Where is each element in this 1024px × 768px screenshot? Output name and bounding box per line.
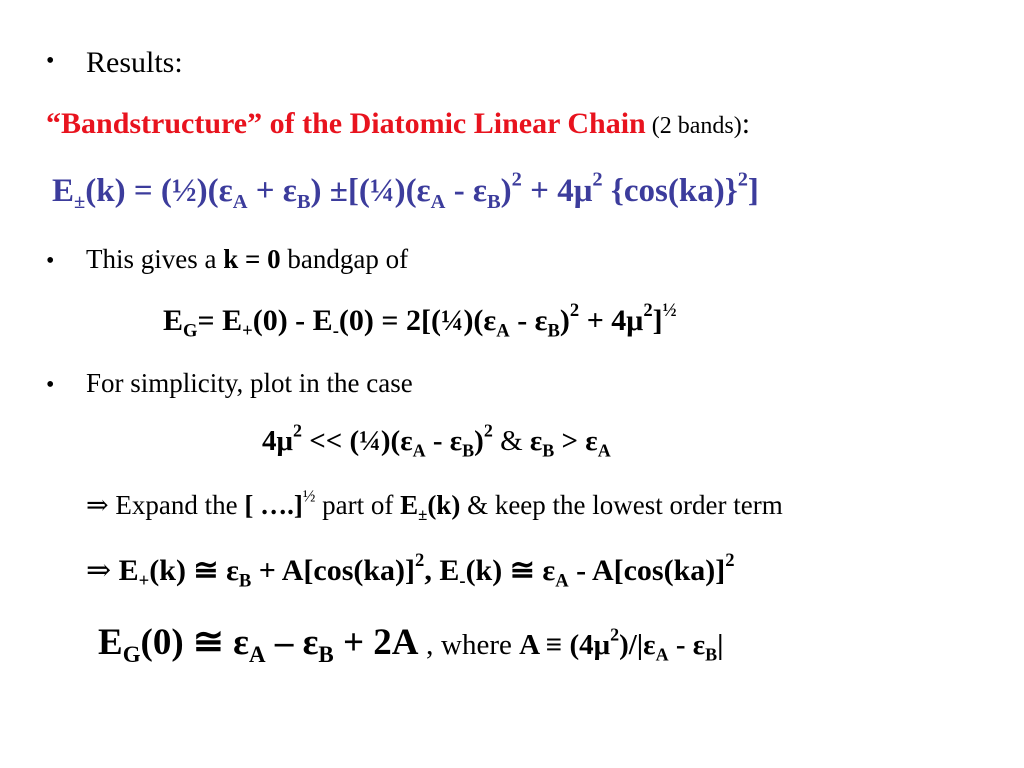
eq-sub: G xyxy=(122,642,141,668)
eq-sup: ½ xyxy=(302,486,316,506)
eq-sub: A xyxy=(412,440,426,461)
eq-text: E xyxy=(111,554,139,587)
text: part of xyxy=(315,490,401,520)
title-text: “Bandstructure” of the Diatomic Linear Chain xyxy=(46,107,646,140)
eq-sub: + xyxy=(242,320,253,342)
case-equation xyxy=(262,420,611,461)
eq-text: where xyxy=(441,629,520,661)
eq-sub: A xyxy=(655,644,669,665)
eq-sub: A xyxy=(248,642,266,668)
eq-text: | xyxy=(717,629,724,661)
eq-sup: 2 xyxy=(569,300,580,322)
eq-text: + 4μ xyxy=(579,304,644,337)
eq-text: - ε xyxy=(445,173,488,209)
eq-text: + ε xyxy=(247,173,297,209)
eq-sub: B xyxy=(296,191,311,214)
eq-text: (k) ≅ ε xyxy=(149,554,239,587)
eq-text: ] xyxy=(652,304,663,337)
eq-text: E xyxy=(163,304,184,337)
implies-icon: ⇒ xyxy=(86,490,109,520)
eq-sub: A xyxy=(232,191,248,214)
eq-sup: 2 xyxy=(725,550,735,572)
results-heading: Results: xyxy=(86,46,183,79)
eq-sub: ± xyxy=(74,191,86,214)
eq-text: (0) ≅ ε xyxy=(140,622,249,663)
eq-text: > ε xyxy=(554,425,598,457)
eq-text: ] xyxy=(747,173,759,209)
implies-icon: ⇒ xyxy=(86,554,112,587)
approx-equation xyxy=(86,550,735,592)
bullet-simplicity: • xyxy=(46,372,55,398)
eq-sub: B xyxy=(238,570,252,592)
text-bold: [ ….] xyxy=(244,490,303,520)
eq-text: , xyxy=(418,628,441,661)
eq-sub: A xyxy=(555,570,569,592)
eq-sup: 2 xyxy=(643,300,653,322)
eq-sub: - xyxy=(459,570,466,592)
eq-sub: ± xyxy=(418,504,428,524)
expand-line xyxy=(86,486,783,524)
bullet-results: • xyxy=(46,48,55,74)
eq-text: )/|ε xyxy=(619,629,656,661)
eq-sub: B xyxy=(542,440,555,461)
eq-sup: 2 xyxy=(511,168,522,191)
chain-title xyxy=(46,107,750,141)
eq-text: – ε xyxy=(265,622,319,663)
eq-text: ε xyxy=(529,425,543,457)
eq-text: & xyxy=(492,425,530,457)
text: bandgap of xyxy=(280,244,409,274)
eq-text: E xyxy=(52,173,75,209)
eq-sub: A xyxy=(597,440,611,461)
text-bold: k = 0 xyxy=(223,244,281,274)
eq-text: A ≡ (4μ xyxy=(519,629,611,661)
eq-text: - ε xyxy=(425,425,463,457)
final-equation xyxy=(98,620,724,668)
eq-sup: 2 xyxy=(415,550,425,572)
simplicity-text: For simplicity, plot in the case xyxy=(86,368,413,398)
eq-sub: G xyxy=(183,320,198,342)
eq-sup: 2 xyxy=(483,420,493,441)
eq-sub: A xyxy=(496,320,510,342)
bandgap-text xyxy=(86,244,408,275)
text-bold: E xyxy=(400,490,419,520)
eq-text: + 2A xyxy=(333,622,419,663)
eq-sub: B xyxy=(547,320,560,342)
eq-sup: 2 xyxy=(592,168,603,191)
eq-text: (k) = (½)(ε xyxy=(85,173,233,209)
eq-text: E xyxy=(98,622,123,663)
eq-sub: B xyxy=(462,440,475,461)
eq-sub: B xyxy=(487,191,501,214)
title-colon: : xyxy=(741,107,751,140)
eq-sup: 2 xyxy=(737,168,748,191)
eq-text: ) ±[(¼)(ε xyxy=(310,173,431,209)
text-bold: (k) xyxy=(427,490,461,520)
eq-sub: B xyxy=(705,644,718,665)
eq-text: (0) - E xyxy=(252,304,333,337)
eq-text: {cos(ka)} xyxy=(602,173,738,209)
eq-text: = E xyxy=(197,304,243,337)
eq-sub: A xyxy=(430,191,446,214)
text: Expand the xyxy=(108,490,245,520)
text: This gives a xyxy=(86,244,224,274)
gap-equation xyxy=(163,300,677,342)
eq-sup: ½ xyxy=(662,300,677,322)
eq-sub: B xyxy=(318,642,334,668)
eq-text: ) xyxy=(500,173,512,209)
eq-sup: 2 xyxy=(292,420,302,441)
bullet-gap: • xyxy=(46,248,55,274)
eq-text: ) xyxy=(559,304,570,337)
eq-text: + A[cos(ka)] xyxy=(251,554,416,587)
eq-text: - ε xyxy=(668,629,706,661)
eq-text: , E xyxy=(424,554,460,587)
text: & keep the lowest order term xyxy=(460,490,783,520)
eq-sub: + xyxy=(138,570,150,592)
eq-text: (0) = 2[(¼)(ε xyxy=(338,304,497,337)
eq-text: 4μ xyxy=(262,425,293,457)
eq-text: << (¼)(ε xyxy=(301,425,413,457)
band-equation xyxy=(52,168,759,214)
eq-text: ) xyxy=(474,425,484,457)
eq-text: - ε xyxy=(509,304,548,337)
eq-sup: 2 xyxy=(610,624,620,645)
eq-text: - A[cos(ka)] xyxy=(568,554,726,587)
eq-sub: - xyxy=(332,320,339,342)
eq-text: + 4μ xyxy=(521,173,593,209)
eq-text: (k) ≅ ε xyxy=(465,554,556,587)
title-paren: (2 bands) xyxy=(645,113,742,139)
